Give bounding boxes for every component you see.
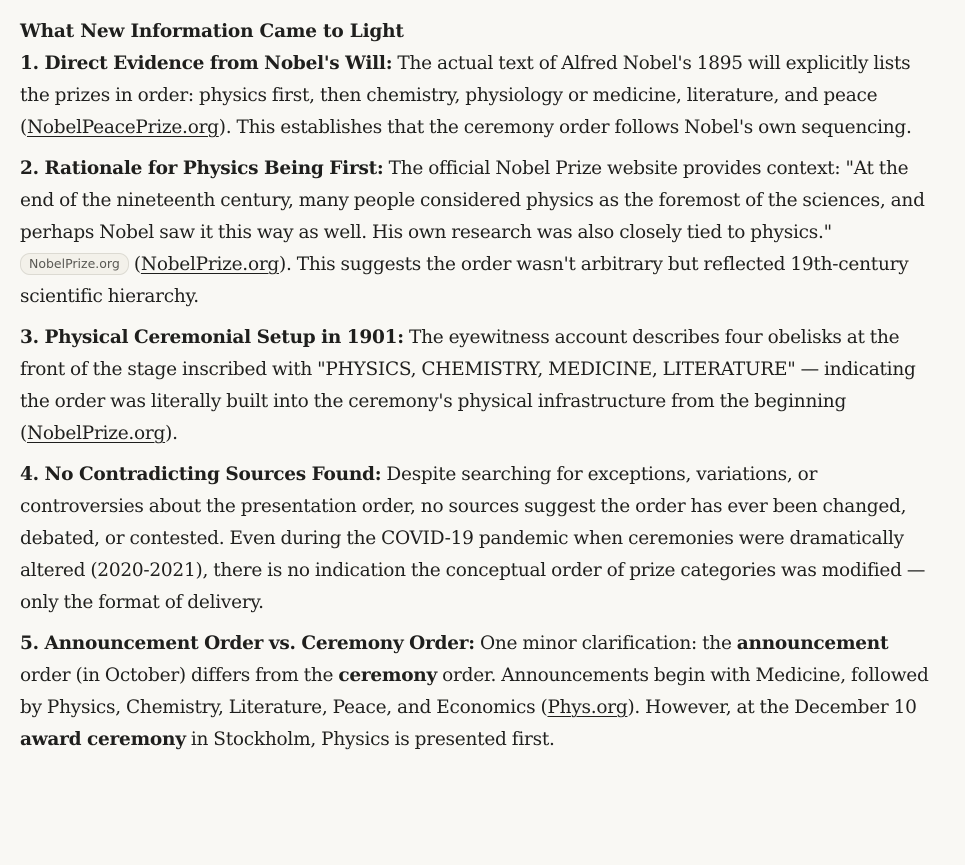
finding-1-text-end: ). This establishes that the ceremony order follows Nobel's own sequencing.	[218, 117, 912, 138]
section-heading: What New Information Came to Light	[20, 21, 404, 42]
citation-chip[interactable]: NobelPrize.org	[20, 253, 129, 275]
finding-2-text: The official Nobel Prize website provides context: "At the end of the nineteenth century, many people considered physics as the foremost of the sciences, and perhaps Nobel saw it this way as well. His own research was also closely tied to physics."	[20, 158, 925, 243]
finding-4	[20, 459, 941, 619]
finding-2-title: 2. Rationale for Physics Being First:	[20, 158, 384, 179]
finding-3-text: The eyewitness account describes four obelisks at the front of the stage inscribed with "PHYSICS, CHEMISTRY, MEDICINE, LITERATURE" — indicating the order was literally built into the ceremony's physical infrastructure from the beginning (	[20, 327, 916, 444]
bold-award-ceremony: award ceremony	[20, 729, 186, 750]
source-link-nobelprize-2[interactable]: NobelPrize.org	[26, 423, 166, 444]
finding-1	[20, 48, 941, 144]
finding-4-text: Despite searching for exceptions, variations, or controversies about the presentation order, no sources suggest the order has ever been changed, debated, or contested. Even during the COVID-19 pandemic when ceremonies were dramatically altered (2020-2021), there is no indication the conceptual order of prize categories was modified — only the format of delivery.	[20, 464, 926, 613]
source-link-phys[interactable]: Phys.org	[547, 697, 628, 718]
finding-5-text-3: order. Announcements begin with Medicine, followed by Physics, Chemistry, Literature, Peace, and Economics (	[20, 665, 929, 718]
finding-3-title: 3. Physical Ceremonial Setup in 1901:	[20, 327, 404, 348]
finding-5-text-5: in Stockholm, Physics is presented first.	[185, 729, 555, 750]
finding-5-title: 5. Announcement Order vs. Ceremony Order:	[20, 633, 475, 654]
finding-1-title: 1. Direct Evidence from Nobel's Will:	[20, 53, 393, 74]
finding-2	[20, 153, 941, 313]
finding-2-text-mid: (	[128, 254, 141, 275]
finding-4-title: 4. No Contradicting Sources Found:	[20, 464, 382, 485]
bold-announcement: announcement	[736, 633, 889, 654]
bold-ceremony: ceremony	[338, 665, 437, 686]
source-link-nobelprize[interactable]: NobelPrize.org	[140, 254, 280, 275]
source-link-nobelpeaceprize[interactable]: NobelPeacePrize.org	[26, 117, 219, 138]
finding-3-text-end: ).	[165, 423, 178, 444]
finding-2-text-end: ). This suggests the order wasn't arbitrary but reflected 19th-century scientific hierarchy.	[20, 254, 909, 307]
finding-5	[20, 628, 941, 756]
finding-1-text: The actual text of Alfred Nobel's 1895 will explicitly lists the prizes in order: physics first, then chemistry, physiology or medicine, literature, and peace (	[20, 53, 911, 138]
finding-3	[20, 322, 941, 450]
finding-5-text-4: ). However, at the December 10	[627, 697, 917, 718]
finding-5-text: One minor clarification: the	[474, 633, 737, 654]
finding-5-text-2: order (in October) differs from the	[20, 665, 339, 686]
